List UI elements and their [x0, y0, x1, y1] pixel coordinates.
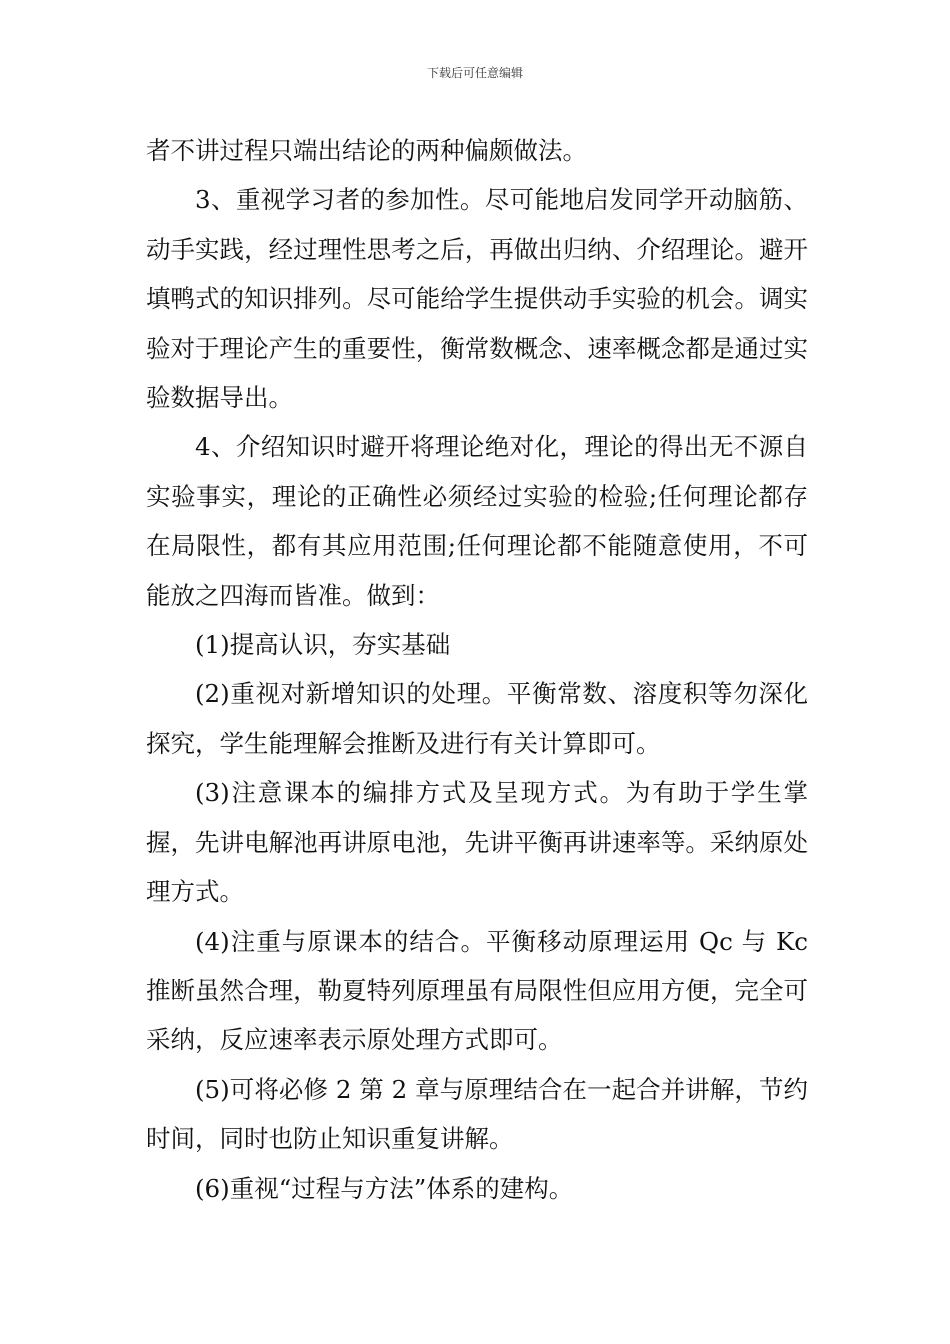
- list-item-4: (4)注重与原课本的结合。平衡移动原理运用 Qc 与 Kc 推断虽然合理，勒夏特列原理虽有局限性但应用方便，完全可采纳，反应速率表示原处理方式即可。: [146, 926, 808, 1055]
- list-item-6: (6)重视“过程与方法”体系的建构。: [195, 1173, 574, 1203]
- list-item-2: (2)重视对新增知识的处理。平衡常数、溶度积等勿深化探究，学生能理解会推断及进行有关计算即可。: [146, 679, 808, 758]
- page-header: 下载后可任意编辑: [426, 66, 523, 80]
- list-item-1: (1)提高认识，夯实基础: [195, 630, 451, 660]
- paragraph-point-3: 3、重视学习者的参加性。尽可能地启发同学开动脑筋、动手实践，经过理性思考之后，再做出归纳、介绍理论。避开填鸭式的知识排列。尽可能给学生提供动手实验的机会。调实验对于理论产生的重要性，衡常数概念、速率概念都是通过实验数据导出。: [146, 185, 808, 413]
- list-item-3: (3)注意课本的编排方式及呈现方式。为有助于学生掌握，先讲电解池再讲原电池，先讲平衡再讲速率等。采纳原处理方式。: [146, 778, 808, 907]
- list-item-5: (5)可将必修 2 第 2 章与原理结合在一起合并讲解，节约时间，同时也防止知识重复讲解。: [146, 1074, 808, 1154]
- paragraph-point-4: 4、介绍知识时避开将理论绝对化，理论的得出无不源自实验事实，理论的正确性必须经过实验的检验;任何理论都存在局限性，都有其应用范围;任何理论都不能随意使用，不可能放之四海而皆准。做到：: [146, 432, 808, 610]
- document-body: [146, 126, 808, 1213]
- paragraph-continuation: 者不讲过程只端出结论的两种偏颇做法。: [146, 136, 587, 165]
